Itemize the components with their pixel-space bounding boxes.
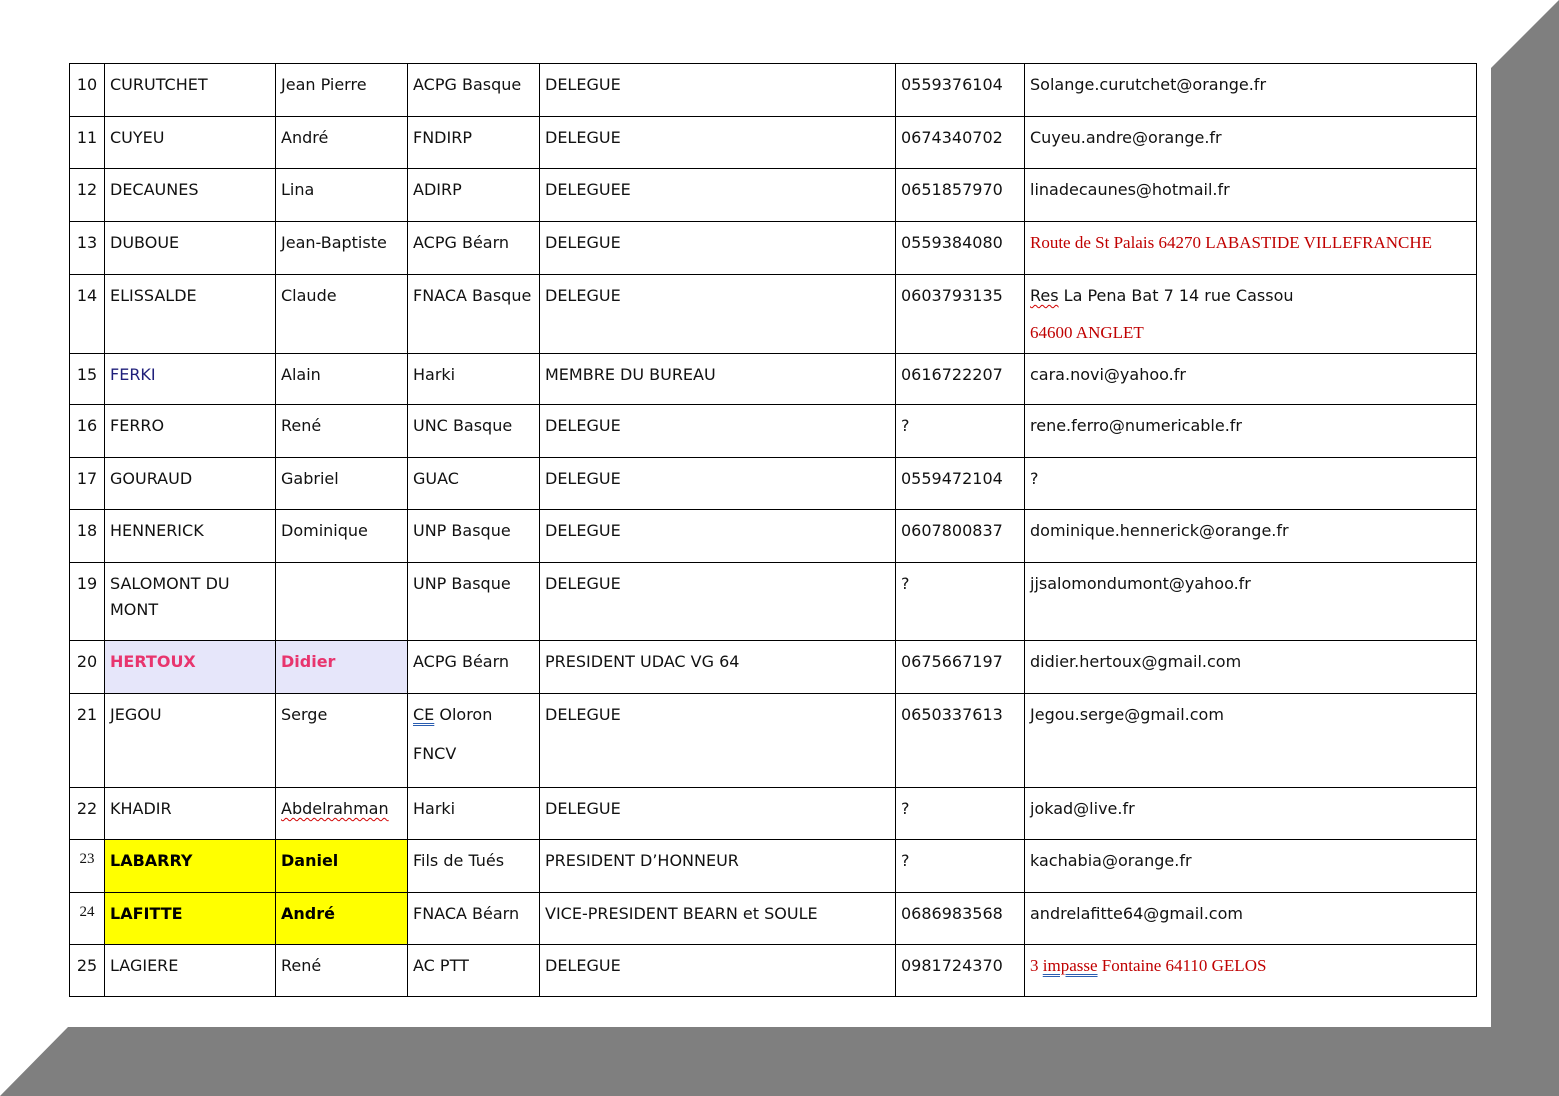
role-cell: DELEGUE <box>540 788 896 840</box>
address-text: Route de St Palais 64270 LABASTIDE VILLEFRANCHE <box>1030 233 1433 252</box>
first-name-cell: Gabriel <box>276 458 408 510</box>
association-line-1 <box>413 702 534 728</box>
last-name-cell: HERTOUX <box>105 641 276 694</box>
phone-cell: 0674340702 <box>896 117 1025 169</box>
contact-cell: dominique.hennerick@orange.fr <box>1025 510 1477 563</box>
last-name-cell: HENNERICK <box>105 510 276 563</box>
role-cell: DELEGUE <box>540 117 896 169</box>
phone-cell: 0559472104 <box>896 458 1025 510</box>
role-cell: DELEGUE <box>540 510 896 563</box>
row-number: 18 <box>70 510 105 563</box>
first-name-cell: Jean Pierre <box>276 64 408 117</box>
last-name-cell: LABARRY <box>105 840 276 893</box>
table-row <box>70 840 1477 893</box>
table-row <box>70 405 1477 458</box>
role-cell: VICE-PRESIDENT BEARN et SOULE <box>540 893 896 945</box>
association-cell: ACPG Béarn <box>408 641 540 694</box>
address-street: La Pena Bat 7 14 rue Cassou <box>1058 286 1294 305</box>
first-name-cell <box>276 788 408 840</box>
association-cell: ADIRP <box>408 169 540 222</box>
row-number: 20 <box>70 641 105 694</box>
row-number: 22 <box>70 788 105 840</box>
last-name-cell: CURUTCHET <box>105 64 276 117</box>
role-cell: DELEGUE <box>540 275 896 354</box>
phone-cell: ? <box>896 405 1025 458</box>
contact-cell: Cuyeu.andre@orange.fr <box>1025 117 1477 169</box>
contact-cell: andrelafitte64@gmail.com <box>1025 893 1477 945</box>
contact-cell: cara.novi@yahoo.fr <box>1025 354 1477 405</box>
contact-cell: kachabia@orange.fr <box>1025 840 1477 893</box>
association-cell: GUAC <box>408 458 540 510</box>
row-number: 25 <box>70 945 105 997</box>
table-row <box>70 222 1477 275</box>
association-cell: FNACA Béarn <box>408 893 540 945</box>
last-name-cell: LAGIERE <box>105 945 276 997</box>
first-name-cell: Dominique <box>276 510 408 563</box>
association-cell <box>408 694 540 788</box>
address-rest: Fontaine 64110 GELOS <box>1097 956 1267 975</box>
contact-cell: jokad@live.fr <box>1025 788 1477 840</box>
contact-cell <box>1025 945 1477 997</box>
last-name-cell: DECAUNES <box>105 169 276 222</box>
address-line-2: 64600 ANGLET <box>1030 323 1144 342</box>
contact-cell: Solange.curutchet@orange.fr <box>1025 64 1477 117</box>
row-number: 23 <box>70 840 105 893</box>
last-name-cell: FERRO <box>105 405 276 458</box>
phone-cell: 0650337613 <box>896 694 1025 788</box>
row-number: 24 <box>70 893 105 945</box>
grammar-flag-word: impasse <box>1042 956 1098 975</box>
last-name-cell: ELISSALDE <box>105 275 276 354</box>
table-row <box>70 641 1477 694</box>
phone-cell: 0981724370 <box>896 945 1025 997</box>
table-row <box>70 458 1477 510</box>
phone-cell: 0603793135 <box>896 275 1025 354</box>
last-name-cell: CUYEU <box>105 117 276 169</box>
first-name-cell: Daniel <box>276 840 408 893</box>
row-number: 16 <box>70 405 105 458</box>
row-number: 21 <box>70 694 105 788</box>
role-cell: DELEGUEE <box>540 169 896 222</box>
row-number: 12 <box>70 169 105 222</box>
last-name-cell: LAFITTE <box>105 893 276 945</box>
row-number: 10 <box>70 64 105 117</box>
association-cell: FNDIRP <box>408 117 540 169</box>
table-row <box>70 354 1477 405</box>
table-row <box>70 788 1477 840</box>
last-name-cell: JEGOU <box>105 694 276 788</box>
phone-cell: ? <box>896 788 1025 840</box>
first-name-cell: René <box>276 405 408 458</box>
last-name-cell: KHADIR <box>105 788 276 840</box>
address-number: 3 <box>1030 956 1043 975</box>
row-number: 19 <box>70 563 105 641</box>
members-table <box>69 63 1477 997</box>
phone-cell: 0651857970 <box>896 169 1025 222</box>
association-line-2: FNCV <box>413 744 457 763</box>
row-number: 15 <box>70 354 105 405</box>
phone-cell: 0607800837 <box>896 510 1025 563</box>
first-name-cell: André <box>276 893 408 945</box>
table-row <box>70 945 1477 997</box>
role-cell: DELEGUE <box>540 563 896 641</box>
first-name-cell <box>276 563 408 641</box>
role-cell: DELEGUE <box>540 405 896 458</box>
address-text <box>1030 956 1266 975</box>
contact-cell <box>1025 275 1477 354</box>
first-name-cell: Claude <box>276 275 408 354</box>
last-name-cell: GOURAUD <box>105 458 276 510</box>
first-name-cell: Serge <box>276 694 408 788</box>
table-row <box>70 64 1477 117</box>
role-cell: DELEGUE <box>540 945 896 997</box>
association-cell: Harki <box>408 354 540 405</box>
contact-cell: rene.ferro@numericable.fr <box>1025 405 1477 458</box>
role-cell: PRESIDENT UDAC VG 64 <box>540 641 896 694</box>
contact-cell: jjsalomondumont@yahoo.fr <box>1025 563 1477 641</box>
phone-cell: 0616722207 <box>896 354 1025 405</box>
spellcheck-word: Res <box>1030 286 1059 305</box>
last-name-cell: DUBOUE <box>105 222 276 275</box>
association-cell: ACPG Béarn <box>408 222 540 275</box>
table-row <box>70 510 1477 563</box>
first-name-cell: Jean-Baptiste <box>276 222 408 275</box>
grammar-flag-word: CE <box>413 705 435 724</box>
role-cell: DELEGUE <box>540 694 896 788</box>
role-cell: DELEGUE <box>540 458 896 510</box>
association-cell: Harki <box>408 788 540 840</box>
first-name-cell: Alain <box>276 354 408 405</box>
role-cell: DELEGUE <box>540 222 896 275</box>
row-number: 13 <box>70 222 105 275</box>
first-name-cell: Lina <box>276 169 408 222</box>
address-line-1 <box>1030 283 1471 309</box>
association-cell: Fils de Tués <box>408 840 540 893</box>
phone-cell: 0559384080 <box>896 222 1025 275</box>
association-cell: ACPG Basque <box>408 64 540 117</box>
table-row <box>70 893 1477 945</box>
association-city: Oloron <box>434 705 493 724</box>
contact-cell: ? <box>1025 458 1477 510</box>
contact-cell: Jegou.serge@gmail.com <box>1025 694 1477 788</box>
spellcheck-word: Abdelrahman <box>281 799 389 818</box>
association-cell: AC PTT <box>408 945 540 997</box>
phone-cell: 0686983568 <box>896 893 1025 945</box>
table-row <box>70 169 1477 222</box>
row-number: 11 <box>70 117 105 169</box>
phone-cell: 0675667197 <box>896 641 1025 694</box>
contact-cell <box>1025 222 1477 275</box>
table-row <box>70 117 1477 169</box>
row-number: 14 <box>70 275 105 354</box>
role-cell: PRESIDENT D’HONNEUR <box>540 840 896 893</box>
last-name-cell: SALOMONT DU MONT <box>105 563 276 641</box>
role-cell: DELEGUE <box>540 64 896 117</box>
first-name-cell: Didier <box>276 641 408 694</box>
first-name-cell: André <box>276 117 408 169</box>
table-row <box>70 275 1477 354</box>
contact-cell: linadecaunes@hotmail.fr <box>1025 169 1477 222</box>
first-name-cell: René <box>276 945 408 997</box>
association-cell: UNC Basque <box>408 405 540 458</box>
association-cell: UNP Basque <box>408 510 540 563</box>
table-row <box>70 563 1477 641</box>
association-cell: UNP Basque <box>408 563 540 641</box>
table-row <box>70 694 1477 788</box>
contact-cell: didier.hertoux@gmail.com <box>1025 641 1477 694</box>
phone-cell: ? <box>896 840 1025 893</box>
association-cell: FNACA Basque <box>408 275 540 354</box>
row-number: 17 <box>70 458 105 510</box>
last-name-cell: FERKI <box>105 354 276 405</box>
phone-cell: 0559376104 <box>896 64 1025 117</box>
phone-cell: ? <box>896 563 1025 641</box>
role-cell: MEMBRE DU BUREAU <box>540 354 896 405</box>
